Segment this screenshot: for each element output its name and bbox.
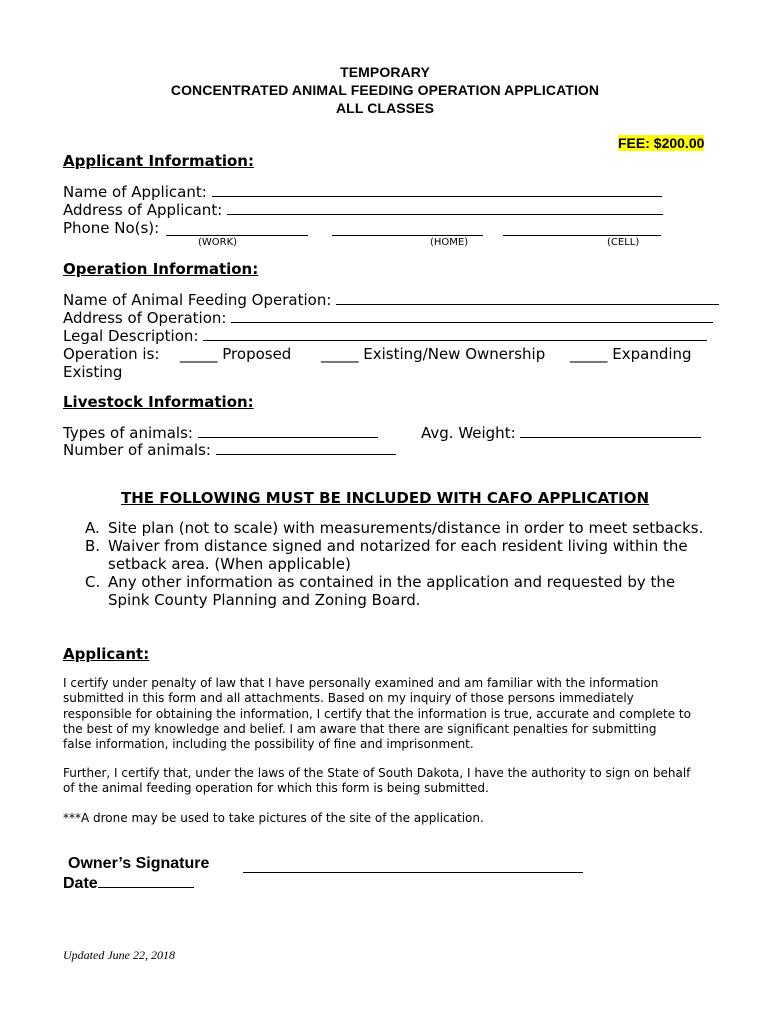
operation-name-field[interactable] <box>336 292 719 305</box>
requirement-marker: C. <box>85 573 101 591</box>
certification-line: the best of my knowledge and belief. I am aware that there are significant penalties for submitting <box>63 721 657 736</box>
operation-name-row <box>63 291 719 309</box>
legal-description-row <box>63 327 707 345</box>
livestock-info-heading: Livestock Information: <box>63 393 254 411</box>
date-row <box>63 874 194 893</box>
phone-work-field[interactable] <box>166 223 308 236</box>
requirement-text-line: Waiver from distance signed and notarized for each resident living within the <box>108 537 688 555</box>
certification-line: false information, including the possibility of fine and imprisonment. <box>63 737 474 752</box>
animal-types-row <box>63 424 378 442</box>
drone-note-text: ***A drone may be used to take pictures of the site of the application. <box>63 811 484 825</box>
requirement-text <box>108 537 688 573</box>
operation-is-label: Operation is: <box>63 345 160 363</box>
option-existing-new-ownership[interactable]: _____ Existing/New Ownership <box>321 345 546 363</box>
applicant-name-row <box>63 183 662 201</box>
animal-types-label: Types of animals: <box>63 424 193 442</box>
option-existing-continued: Existing <box>63 363 123 381</box>
animal-number-field[interactable] <box>216 442 396 455</box>
requirement-item-a <box>85 519 703 537</box>
phone-home-field[interactable] <box>332 223 483 236</box>
certification-paragraph-1 <box>63 676 723 752</box>
operation-address-label: Address of Operation: <box>63 309 227 327</box>
avg-weight-row <box>421 424 701 442</box>
drone-note <box>63 811 723 826</box>
requirement-text-line: setback area. (When applicable) <box>108 555 351 573</box>
operation-name-label: Name of Animal Feeding Operation: <box>63 291 332 309</box>
animal-types-field[interactable] <box>198 425 378 438</box>
avg-weight-label: Avg. Weight: <box>421 424 516 442</box>
certification-line: of the animal feeding operation for which this form is being submitted. <box>63 781 489 796</box>
applicant-phone-row <box>63 219 159 237</box>
applicant-address-label: Address of Applicant: <box>63 201 223 219</box>
operation-info-heading: Operation Information: <box>63 260 259 278</box>
option-expanding[interactable]: _____ Expanding <box>570 345 692 363</box>
avg-weight-field[interactable] <box>520 425 701 438</box>
applicant-info-heading: Applicant Information: <box>63 152 254 170</box>
owner-signature-label: Owner’s Signature <box>68 855 210 872</box>
requirements-heading: THE FOLLOWING MUST BE INCLUDED WITH CAFO APPLICATION <box>120 489 650 507</box>
phone-cell-field[interactable] <box>503 223 661 236</box>
requirement-item-b <box>85 537 703 573</box>
applicant-name-label: Name of Applicant: <box>63 183 207 201</box>
option-proposed[interactable]: _____ Proposed <box>180 345 292 363</box>
animal-number-label: Number of animals: <box>63 441 211 459</box>
applicant-name-field[interactable] <box>212 184 662 197</box>
certification-line: Further, I certify that, under the laws of the State of South Dakota, I have the authority to sign on behalf <box>63 766 691 780</box>
date-field[interactable] <box>98 874 194 888</box>
legal-description-field[interactable] <box>203 328 707 341</box>
applicant-phone-label: Phone No(s): <box>63 219 160 237</box>
certification-line: submitted in this form and all attachments. Based on my inquiry of those persons immediately <box>63 691 634 706</box>
requirement-text-line: Spink County Planning and Zoning Board. <box>108 591 421 609</box>
requirement-marker: B. <box>85 537 101 555</box>
applicant-cert-heading: Applicant: <box>63 645 150 663</box>
requirement-text-line: Any other information as contained in the application and requested by the <box>108 573 676 591</box>
certification-line: responsible for obtaining the information, I certify that the information is true, accurate and complete to <box>63 706 691 721</box>
requirement-marker: A. <box>85 519 100 537</box>
legal-description-label: Legal Description: <box>63 327 199 345</box>
applicant-address-row <box>63 201 663 219</box>
phone-home-caption: (HOME) <box>430 237 469 248</box>
updated-date-footer: Updated June 22, 2018 <box>63 948 175 962</box>
operation-address-row <box>63 309 713 327</box>
owner-signature-field[interactable] <box>243 872 583 873</box>
certification-line: I certify under penalty of law that I have personally examined and am familiar with the information <box>63 676 659 690</box>
requirement-text: Site plan (not to scale) with measurements/distance in order to meet setbacks. <box>108 519 704 537</box>
document-title-line-2: CONCENTRATED ANIMAL FEEDING OPERATION APPLICATION <box>170 82 600 98</box>
applicant-address-field[interactable] <box>227 202 663 215</box>
phone-work-caption: (WORK) <box>198 237 238 248</box>
requirement-item-c <box>85 573 703 609</box>
operation-address-field[interactable] <box>231 310 713 323</box>
document-title-line-3: ALL CLASSES <box>335 100 435 116</box>
phone-cell-caption: (CELL) <box>607 237 640 248</box>
date-label: Date <box>63 875 98 892</box>
certification-paragraph-2 <box>63 766 723 797</box>
document-title-line-1: TEMPORARY <box>340 64 430 80</box>
requirements-list <box>85 519 703 609</box>
requirement-text <box>108 573 675 609</box>
fee-label: FEE: $200.00 <box>618 135 705 151</box>
animal-number-row <box>63 441 396 459</box>
